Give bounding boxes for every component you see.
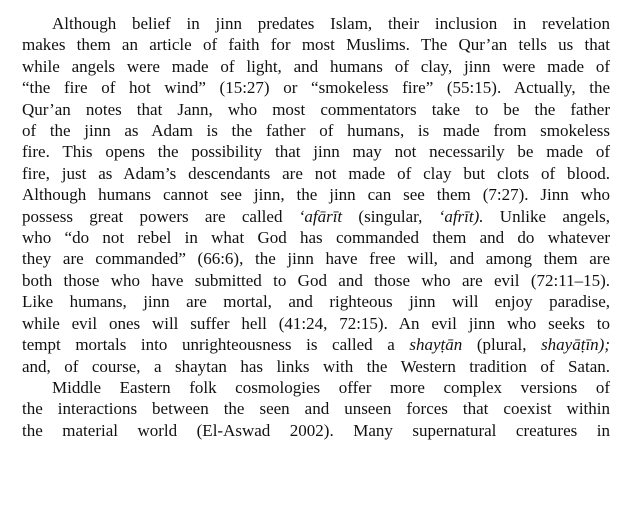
document-body xyxy=(22,13,610,441)
text-segment: tempt mortals into unrighteousness is called a xyxy=(22,335,410,355)
text-segment: possess great powers are called xyxy=(22,206,299,226)
italic-term: ‘afārīt xyxy=(298,206,343,226)
text-line: Although humans cannot see jinn, the jinn can see them (7:27). Jinn who xyxy=(22,185,610,205)
text-line: both those who have submitted to God and those who are evil (72:11–15). xyxy=(22,270,610,290)
italic-term: shayṭān xyxy=(409,335,463,355)
italic-term: shayāṭīn); xyxy=(541,335,610,355)
text-line xyxy=(22,334,610,355)
text-line: of the jinn as Adam is the father of humans, is made from smokeless xyxy=(22,121,610,141)
text-line: they are commanded” (66:6), the jinn have free will, and among them are xyxy=(22,249,610,269)
text-line: while evil ones will suffer hell (41:24, 72:15). An evil jinn who seeks to xyxy=(22,313,610,333)
text-line: fire, just as Adam’s descendants are not made of clay but clots of blood. xyxy=(22,163,610,183)
text-line: the interactions between the seen and unseen forces that coexist within xyxy=(22,399,610,419)
text-line: who “do not rebel in what God has commanded them and do whatever xyxy=(22,228,610,248)
text-line: Qur’an notes that Jann, who most commentators take to be the father xyxy=(22,99,610,119)
text-line: Like humans, jinn are mortal, and righteous jinn will enjoy paradise, xyxy=(22,292,610,312)
text-segment: Unlike angels, xyxy=(483,206,610,226)
text-segment: (singular, xyxy=(342,206,439,226)
text-line: while angels were made of light, and humans of clay, jinn were made of xyxy=(22,56,610,76)
text-line: fire. This opens the possibility that jinn may not necessarily be made of xyxy=(22,142,610,162)
text-line: the material world (El-Aswad 2002). Many supernatural creatures in xyxy=(22,420,610,440)
text-line: makes them an article of faith for most Muslims. The Qur’an tells us that xyxy=(22,35,610,55)
text-segment: (plural, xyxy=(462,335,542,355)
text-line: Although belief in jinn predates Islam, their inclusion in revelation xyxy=(52,14,610,33)
text-line: and, of course, a shaytan has links with the Western tradition of Satan. xyxy=(22,356,610,376)
italic-term: ‘afrīt). xyxy=(438,206,484,226)
text-line xyxy=(22,206,610,227)
text-line: “the fire of hot wind” (15:27) or “smokeless fire” (55:15). Actually, the xyxy=(22,78,610,98)
text-line: Middle Eastern folk cosmologies offer more complex versions of xyxy=(52,377,610,397)
